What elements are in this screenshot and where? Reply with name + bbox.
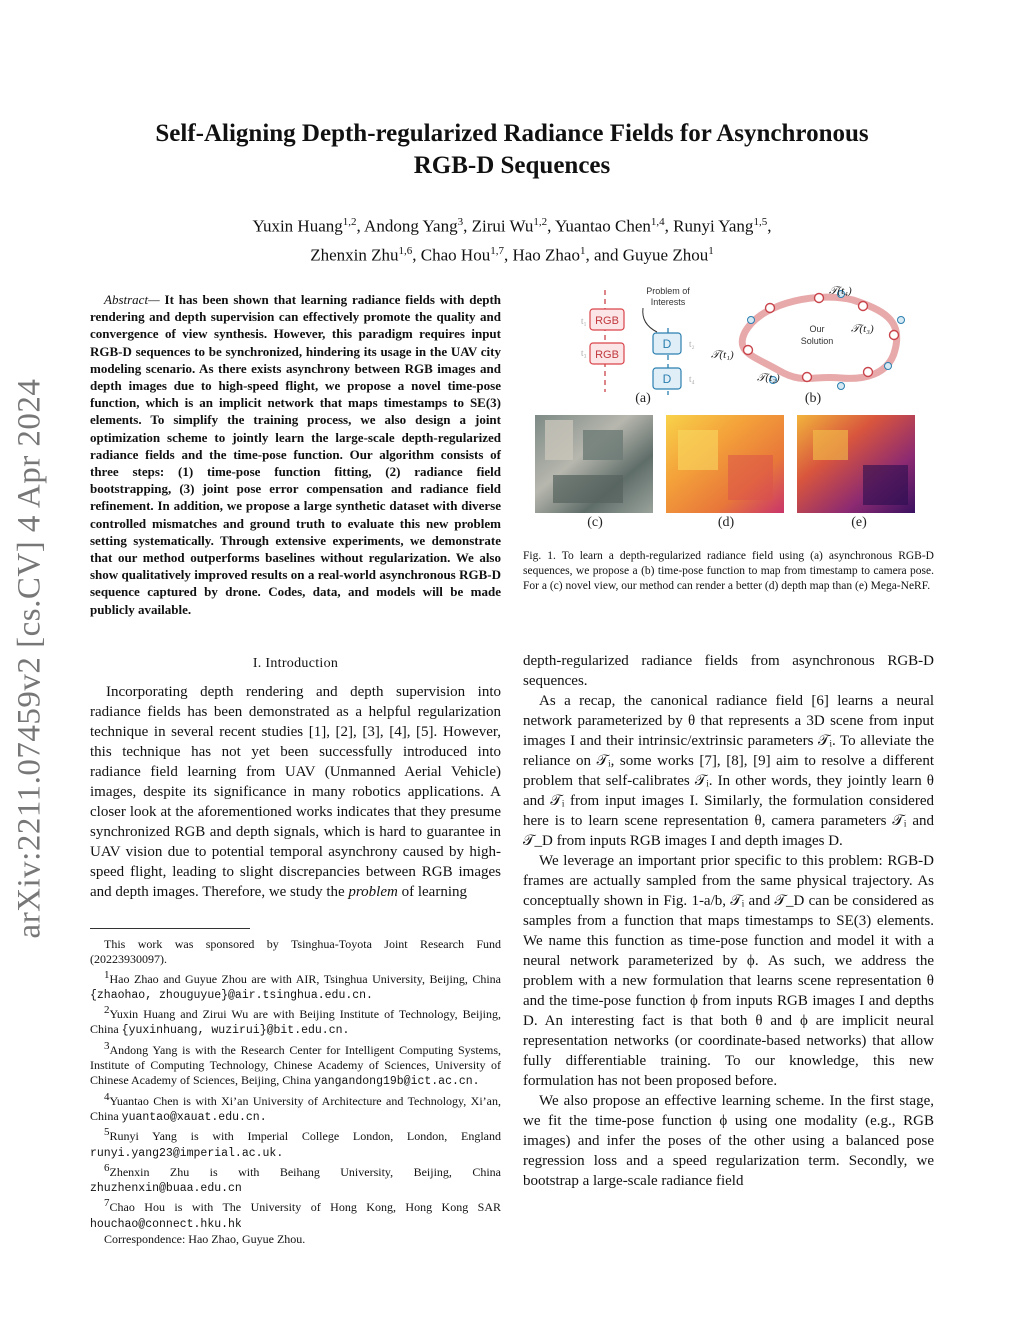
footnote-5: $^5$Runyi Yang is with Imperial College London, London, England runyi.yang23@imperial.ac.uk.: [90, 1126, 501, 1160]
intro-emphasis: problem: [348, 884, 398, 900]
title-line-1: Self-Aligning Depth-regularized Radiance Fields for Asynchronous: [155, 120, 869, 147]
depth-block: [813, 430, 848, 460]
footnote-7: $^7$Chao Hou is with The University of Hong Kong, Hong Kong SAR houchao@connect.hku.hk: [90, 1197, 501, 1231]
footnote-1: $^1$Hao Zhao and Guyue Zhou are with AIR, Tsinghua University, Beijing, China {zhaohao, zhouguyue}@air.tsinghua.edu.cn.: [90, 968, 501, 1002]
pose-marker: [859, 302, 868, 311]
footnote-6: $^6$Zhenxin Zhu is with Beihang University, Beijing, China zhuzhenxin@buaa.edu.cn: [90, 1161, 501, 1196]
pose-t2-label: 𝒯(t₂): [757, 372, 780, 384]
depth-marker: [885, 363, 892, 370]
t3-label: t₃: [581, 348, 587, 358]
abstract: Abstract— It has been shown that learning radiance fields with depth rendering and depth supervision can effectively promote the quality and convergence of view synthesis. However, this paradigm requires input RGB-D sequences to be synchronized, hindering its usage in the UAV city modeling scenario. As there exists asynchrony between RGB images and depth images due to high-speed flight, we propose a novel time-pose function, which is an implicit network that maps timestamps to SE(3) elements. To simplify the training process, we also design a joint optimization scheme to jointly learn the large-scale depth-regularized radiance fields and the time-pose function. Our algorithm consists of three steps: (1) time-pose function fitting, (2) radiance field bootstrapping, (3) joint pose error compensation and radiance field refinement. In addition, we propose a large synthetic dataset with diverse controlled mismatches and ground truth to evaluate this new problem setting systematically. Through extensive experiments, we demonstrate that our method outperforms baselines without regularization. We also show qualitatively improved results on a real-world asynchronous RGB-D sequence captured by drone. Codes, data, and models will be made publicly available.: [90, 292, 501, 617]
authors-line-2: Zhenxin Zhu$^{1,6}$, Chao Hou$^{1,7}$, Hao Zhao$^1$, and Guyue Zhou$^1$: [310, 244, 714, 265]
pose-marker: [766, 304, 775, 313]
pose-marker: [864, 368, 873, 377]
panel-d-label: (d): [717, 515, 735, 530]
arxiv-stamp: arXiv:2211.07459v2 [cs.CV] 4 Apr 2024: [11, 378, 48, 939]
intro-right-column: [523, 651, 934, 1191]
pose-t1-label: 𝒯(t₁): [711, 349, 734, 361]
solution-label-1: Our: [809, 324, 825, 334]
footnote-rule: [90, 928, 250, 929]
authors-line-1: Yuxin Huang$^{1,2}$, Andong Yang$^3$, Zirui Wu$^{1,2}$, Yuantao Chen$^{1,4}$, Runyi Yang$^{1,5}$,: [252, 216, 772, 236]
footnote-2: $^2$Yuxin Huang and Zirui Wu are with Beijing Institute of Technology, Beijing, China {yuxinhuang, wuzirui}@bit.edu.cn.: [90, 1004, 501, 1038]
intro-paragraph: Incorporating depth rendering and depth supervision into radiance fields has been demonstrated as a helpful regularization technique in several recent studies [1], [2], [3], [4], [5]. However, this technique has not yet been successfully introduced into radiance field learning from UAV (Unmanned Aerial Vehicle) images, despite its significance in many robotics applications. A closer look at the aforementioned works indicates that they presume synchronized RGB and depth signals, which is hard to guarantee in UAV vision due to potential temporal asynchrony caused by high-speed flight, leading to slight discrepancies between RGB images and depth images. Therefore, we study the: [90, 684, 501, 900]
depth-marker: [838, 383, 845, 390]
footnote-3: $^3$Andong Yang is with the Research Center for Intelligent Computing Systems, Institute of Computing Technology, Chinese Academy of Sciences, University of Chinese Academy of Sciences, Beijing, China yangandong19b@ict.ac.cn.: [90, 1039, 501, 1089]
pose-marker: [815, 294, 824, 303]
panel-e-label: (e): [851, 515, 867, 530]
building-shape: [545, 420, 573, 460]
footnote-funding: This work was sponsored by Tsinghua-Toyota Joint Research Fund (20223930097).: [90, 937, 501, 967]
panel-a-label: (a): [635, 391, 651, 406]
depth-marker: [748, 317, 755, 324]
t2-label: t₂: [689, 339, 695, 349]
panel-b-label: (b): [804, 391, 822, 406]
right-paragraph-1: As a recap, the canonical radiance field [6] learns a neural network parameterized by θ that represents a 3D scene from input images I and their intrinsic/extrinsic parameters 𝒯ᵢ. To alleviate the reliance on 𝒯ᵢ, some works [7], [8], [9] aim to resolve a different problem that self-calibrates 𝒯ᵢ. In other words, they jointly learn θ and 𝒯ᵢ from input images I. Similarly, the formulation considered here is to learn scene representation θ, camera parameters 𝒯ᵢ and 𝒯_D from inputs RGB images I and depth images D.: [523, 693, 934, 849]
figure-caption: Fig. 1. To learn a depth-regularized radiance field using (a) asynchronous RGB-D sequences, we propose a (b) time-pose function to map from timestamp to camera pose. For a (c) novel view, our method can render a better (d) depth map than (e) Mega-NeRF.: [523, 550, 934, 592]
right-paragraph-3: We also propose an effective learning scheme. In the first stage, we fit the time-pose function ϕ using one modality (e.g., RGB images) and infer the poses of the other using a balanced pose regression loss and a speed regularization term. Secondly, we bootstrap a large-scale radiance field: [523, 1093, 934, 1189]
depth-label-1: D: [662, 337, 672, 351]
pose-t4-label: 𝒯(t₄): [829, 285, 852, 297]
pose-marker: [744, 346, 753, 355]
solution-label-2: Solution: [800, 336, 834, 346]
depth-label-2: D: [662, 372, 672, 386]
pose-marker: [803, 373, 812, 382]
abstract-label: Abstract: [104, 292, 149, 307]
rgb-label-2: RGB: [595, 349, 619, 361]
pose-marker: [890, 331, 899, 340]
problem-label-1: Problem of: [646, 286, 690, 296]
abstract-text: It has been shown that learning radiance fields with depth rendering and depth supervision can effectively promote the quality and convergence of view synthesis. However, this paradigm requires input RGB-D sequences to be synchronized, hindering its usage in the UAV city modeling scenario. As there exists asynchrony between RGB images and depth images due to high-speed flight, we propose a novel time-pose function, which is an implicit network that maps timestamps to SE(3) elements. To simplify the training process, we also design a joint optimization scheme to jointly learn the large-scale depth-regularized radiance fields and the time-pose function. Our algorithm consists of three steps: (1) time-pose function fitting, (2) radiance field bootstrapping, (3) joint pose error compensation and radiance field refinement. In addition, we propose a large synthetic dataset with diverse controlled mismatches and ground truth to evaluate this new problem setting systematically. Through extensive experiments, we demonstrate that our method outperforms baselines without regularization. We also show qualitatively improved results on a real-world asynchronous RGB-D sequence captured by drone. Codes, data, and models will be made publicly available.: [90, 292, 501, 617]
t4-label: t₄: [689, 374, 695, 384]
section-heading: I. Introduction: [252, 656, 339, 671]
depth-marker: [898, 317, 905, 324]
building-shape: [583, 430, 623, 460]
paper-title: [90, 118, 934, 182]
depth-block: [728, 455, 773, 500]
pose-t3-label: 𝒯(t₃): [851, 323, 874, 335]
depth-block: [678, 430, 718, 470]
rgb-label-1: RGB: [595, 315, 619, 327]
figure-1: [523, 280, 934, 540]
panel-c-label: (c): [587, 515, 603, 530]
footnotes: [90, 937, 501, 1247]
intro-left-column: [90, 682, 501, 902]
footnote-correspondence: Correspondence: Hao Zhao, Guyue Zhou.: [104, 1232, 306, 1247]
title-line-2: RGB-D Sequences: [413, 152, 611, 179]
problem-arrow: [643, 308, 657, 332]
right-paragraph-2: We leverage an important prior specific to this problem: RGB-D frames are actually sampled from the same physical trajectory. As conceptually shown in Fig. 1-a/b, 𝒯ᵢ and 𝒯_D can be considered as samples from a function that maps timestamps to SE(3) elements. We name this function as time-pose function and model it with a neural network parameterized by ϕ. As such, we address the problem with a new formulation that learns scene representation θ and the time-pose function ϕ from inputs RGB images I and depths D. An interesting fact is that both θ and ϕ are implicit neural representation networks (or coordinate-based networks) that allow fully differentiable training. To our knowledge, this new formulation has not been proposed before.: [523, 853, 934, 1089]
t1-label: t₁: [581, 316, 587, 326]
footnote-4: $^4$Yuantao Chen is with Xi’an University of Architecture and Technology, Xi’an, China yuantao@xauat.edu.cn.: [90, 1090, 501, 1124]
right-paragraph-0: depth-regularized radiance fields from asynchronous RGB-D sequences.: [523, 653, 934, 689]
intro-tail: of learning: [401, 884, 467, 900]
problem-label-2: Interests: [650, 297, 686, 307]
author-list: [90, 210, 934, 267]
figure-diagram: [523, 280, 934, 540]
depth-block: [863, 465, 908, 505]
building-shape: [553, 475, 623, 503]
